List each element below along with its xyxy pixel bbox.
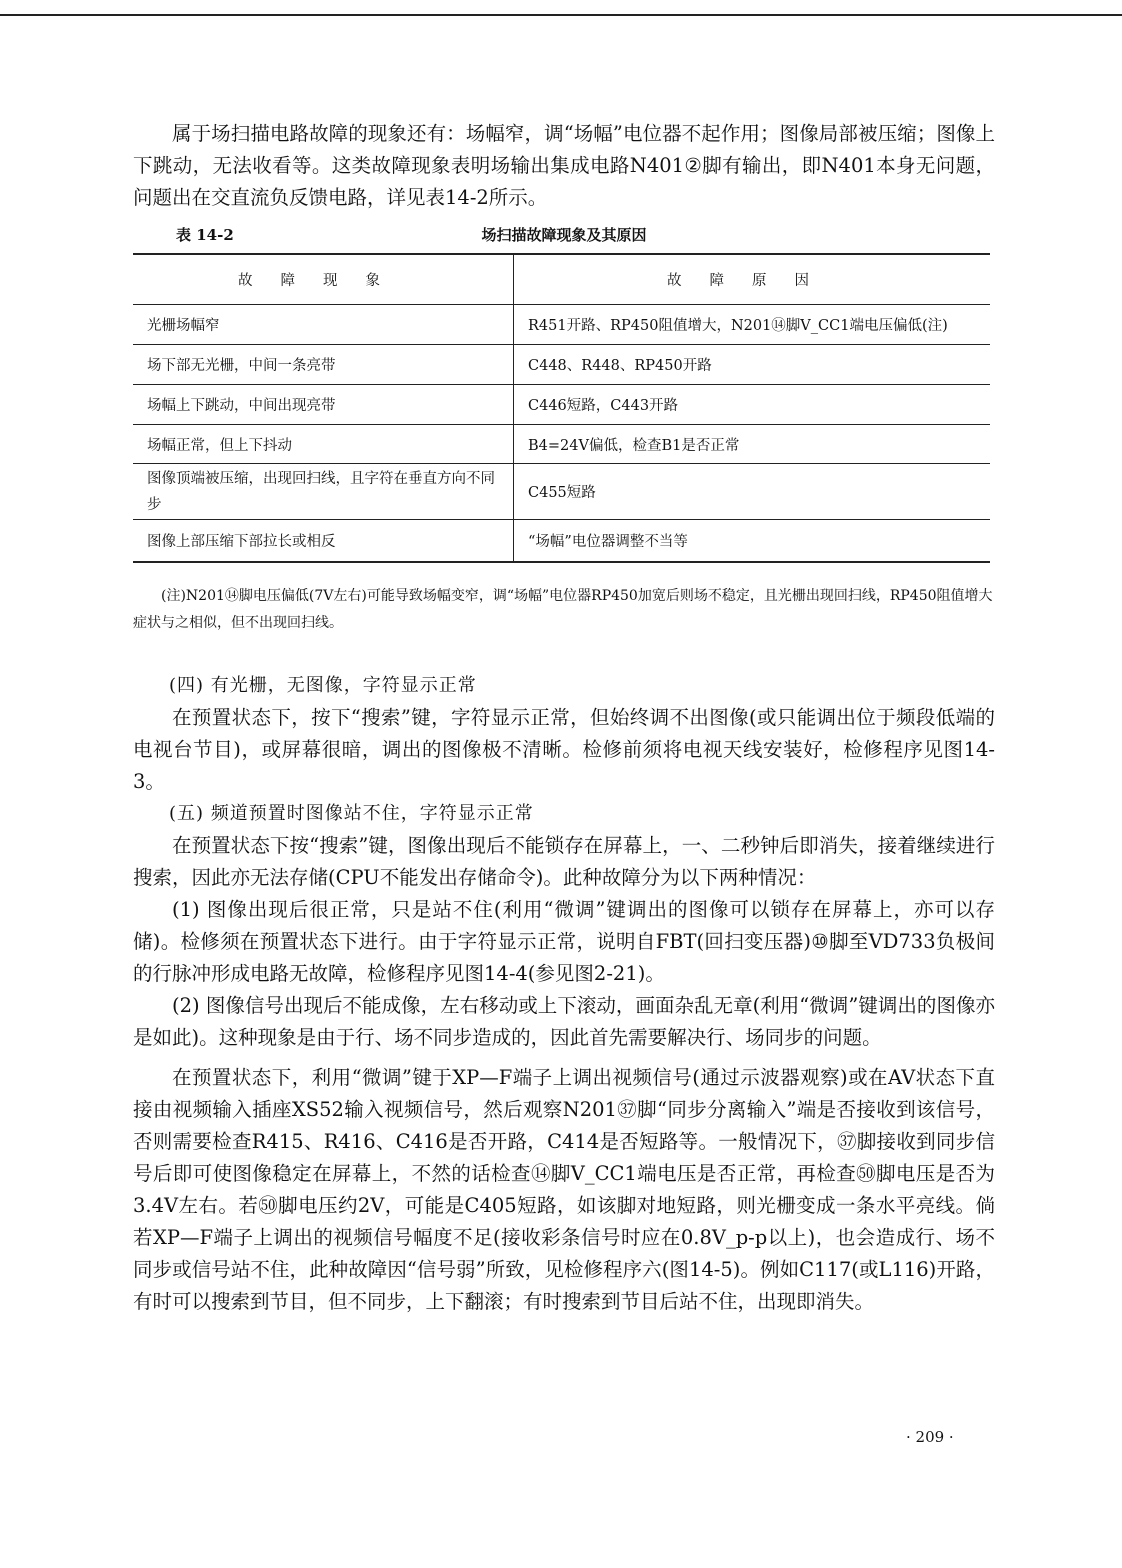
table-header-row (133, 254, 990, 305)
section-5-item-2: (2) 图像信号出现后不能成像，左右移动或上下滚动，画面杂乱无章(利用“微调”键调出的图像亦是如此)。这种现象是由于行、场不同步造成的，因此首先需要解决行、场同步的问题。 (133, 994, 995, 1049)
symptom-cell: 图像顶端被压缩，出现回扫线，且字符在垂直方向不同步 (133, 464, 514, 520)
fault-table (133, 253, 990, 563)
cause-cell: C455短路 (514, 464, 991, 520)
cause-cell: C446短路，C443开路 (514, 385, 991, 425)
section-4-heading: (四) 有光栅，无图像，字符显示正常 (169, 675, 477, 696)
table-title: 场扫描故障现象及其原因 (481, 226, 647, 244)
cause-cell: B4=24V偏低，检查B1是否正常 (514, 425, 991, 464)
table-row (133, 520, 990, 562)
section-5-paragraph-1: 在预置状态下按“搜索”键，图像出现后不能锁存在屏幕上，一、二秒钟后即消失，接着继续进行搜索，因此亦无法存储(CPU不能发出存储命令)。此种故障分为以下两种情况： (133, 834, 995, 889)
main-body (133, 670, 995, 1318)
symptom-cell: 场下部无光栅，中间一条亮带 (133, 345, 514, 385)
table-row (133, 305, 990, 345)
section-5-heading: (五) 频道预置时图像站不住，字符显示正常 (169, 803, 534, 824)
cause-cell: C448、R448、RP450开路 (514, 345, 991, 385)
section-5-item-1: (1) 图像出现后很正常，只是站不住(利用“微调”键调出的图像可以锁存在屏幕上，亦可以存储)。检修须在预置状态下进行。由于字符显示正常，说明自FBT(回扫变压器)⑩脚至VD733负极间的行脉冲形成电路无故障，检修程序见图14-4(参见图2-21)。 (133, 898, 995, 985)
section-4-paragraph: 在预置状态下，按下“搜索”键，字符显示正常，但始终调不出图像(或只能调出位于频段低端的电视台节目)，或屏幕很暗，调出的图像极不清晰。检修前须将电视天线安装好，检修程序见图14-3。 (133, 706, 995, 793)
table-row (133, 464, 990, 520)
symptom-cell: 光栅场幅窄 (133, 305, 514, 345)
table-row (133, 385, 990, 425)
table-row (133, 345, 990, 385)
cause-cell: R451开路、RP450阻值增大，N201⑭脚V_CC1端电压偏低(注) (514, 305, 991, 345)
table-note: (注)N201⑭脚电压偏低(7V左右)可能导致场幅变窄，调“场幅”电位器RP450加宽后则场不稳定，且光栅出现回扫线，RP450阻值增大症状与之相似，但不出现回扫线。 (133, 588, 993, 631)
intro-paragraph: 属于场扫描电路故障的现象还有：场幅窄，调“场幅”电位器不起作用；图像局部被压缩；图像上下跳动，无法收看等。这类故障现象表明场输出集成电路N401②脚有输出，即N401本身无问题，问题出在交直流负反馈电路，详见表14-2所示。 (133, 122, 995, 209)
symptom-cell: 图像上部压缩下部拉长或相反 (133, 520, 514, 562)
symptom-cell: 场幅正常，但上下抖动 (133, 425, 514, 464)
header-symptom: 故障现象 (133, 254, 514, 305)
page-number: · 209 · (906, 1428, 954, 1446)
table-number: 表 14-2 (176, 226, 234, 244)
table-row (133, 425, 990, 464)
cause-cell: “场幅”电位器调整不当等 (514, 520, 991, 562)
table-caption (133, 222, 995, 248)
page-top-rule (0, 14, 1122, 16)
section-5-paragraph-2: 在预置状态下，利用“微调”键于XP—F端子上调出视频信号(通过示波器观察)或在AV状态下直接由视频输入插座XS52输入视频信号，然后观察N201㊲脚“同步分离输入”端是否接收到该信号，否则需要检查R415、R416、C416是否开路，C414是否短路等。一般情况下，㊲脚接收到同步信号后即可使图像稳定在屏幕上，不然的话检查⑭脚V_CC1端电压是否正常，再检查㊿脚电压是否为3.4V左右。若㊿脚电压约2V，可能是C405短路，如该脚对地短路，则光栅变成一条水平亮线。倘若XP—F端子上调出的视频信号幅度不足(接收彩条信号时应在0.8V_p-p以上)，也会造成行、场不同步或信号站不住，此种故障因“信号弱”所致，见检修程序六(图14-5)。例如C117(或L116)开路，有时可以搜索到节目，但不同步，上下翻滚；有时搜索到节目后站不住，出现即消失。 (133, 1066, 995, 1313)
symptom-cell: 场幅上下跳动，中间出现亮带 (133, 385, 514, 425)
header-cause: 故障原因 (514, 254, 991, 305)
